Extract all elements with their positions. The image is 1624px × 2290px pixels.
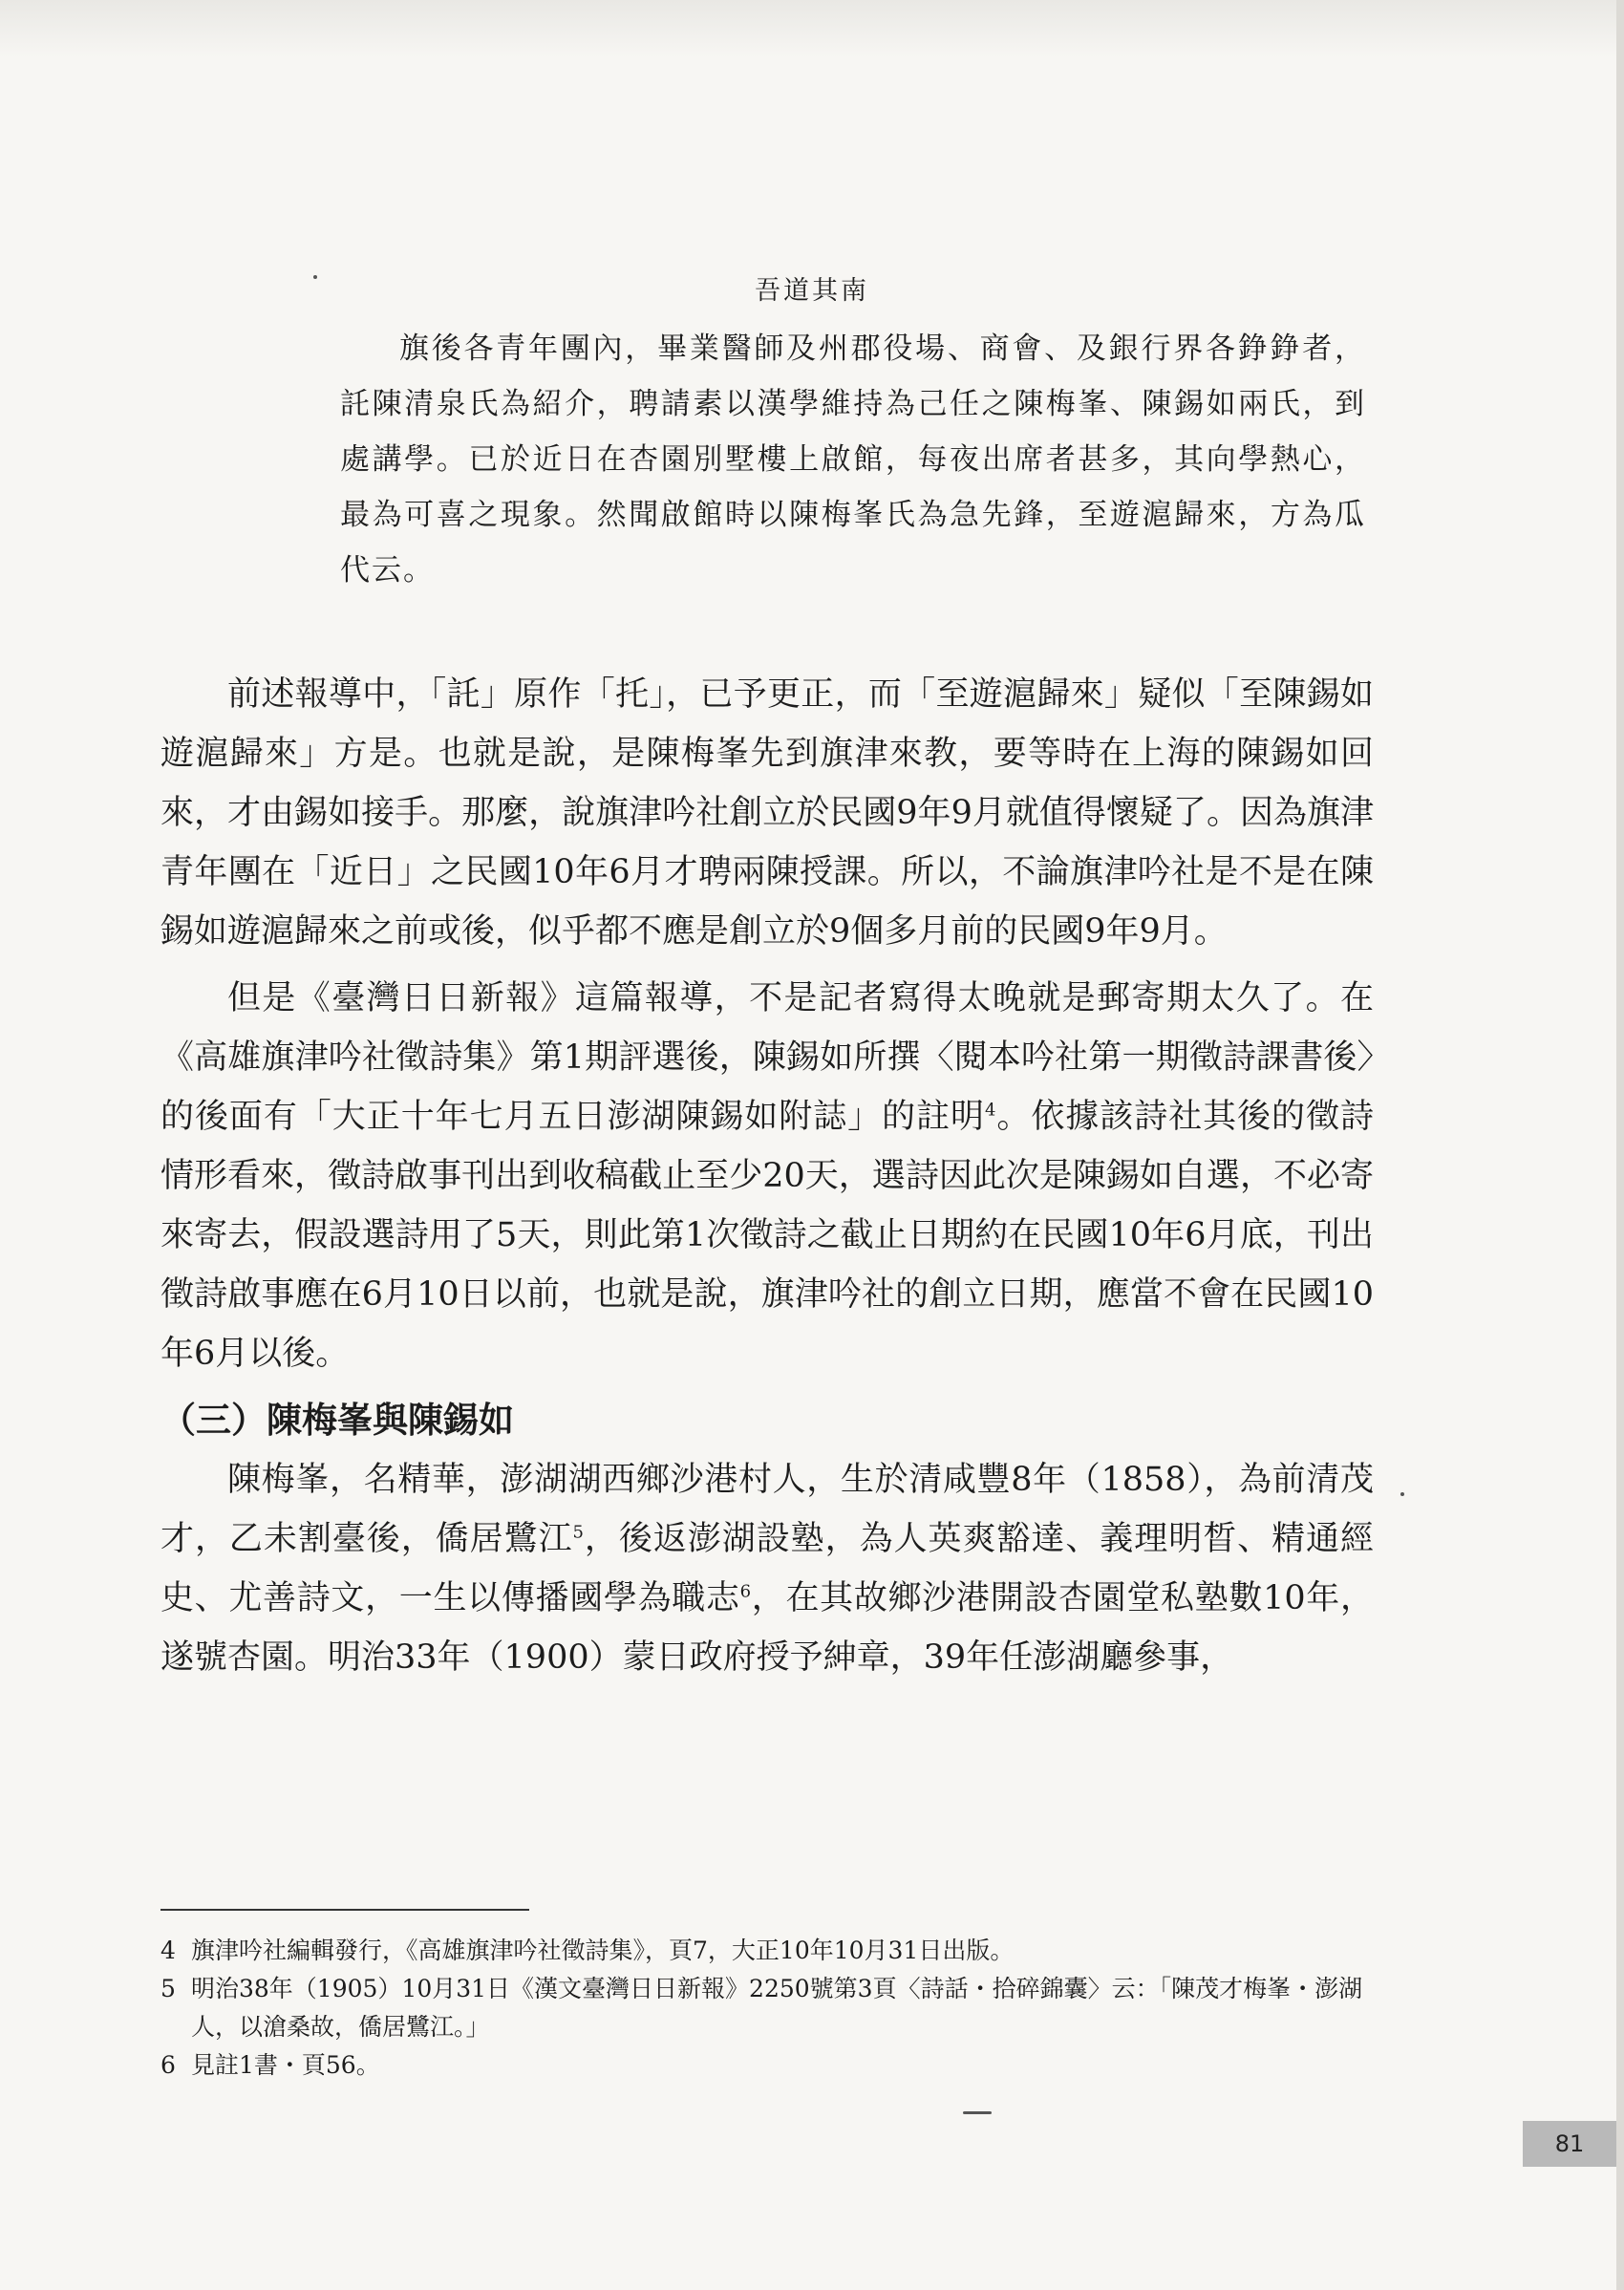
paragraph-3-text-c: ，在其故鄉沙港開設杏園堂私塾數10年，遂號杏園。明治33年（1900）蒙日政府授予紳章，39年任澎湖廳參事，	[160, 1579, 1374, 1677]
body-paragraph-2	[160, 969, 1374, 1383]
footnote-number: 5	[160, 1975, 176, 2002]
paragraph-2-text-b: 。依據該詩社其後的徵詩情形看來，徵詩啟事刊出到收稿截止至少20天，選詩因此次是陳錫如自選，不必寄來寄去，假設選詩用了5天，則此第1次徵詩之截止日期約在民國10年6月底，刊出徵詩啟事應在6月10日以前，也就是說，旗津吟社的創立日期，應當不會在民國10年6月以後。	[160, 1098, 1374, 1373]
quoted-paragraph: 旗後各青年團內，畢業醫師及州郡役場、商會、及銀行界各錚錚者，託陳清泉氏為紹介，聘請素以漢學維持為己任之陳梅峯、陳錫如兩氏，到處講學。已於近日在杏園別墅樓上啟館，每夜出席者甚多，其向學熱心，最為可喜之現象。然聞啟館時以陳梅峯氏為急先鋒，至遊滬歸來，方為瓜代云。	[340, 332, 1366, 588]
footnote-text: 見註1書・頁56。	[191, 2051, 380, 2079]
paragraph-2-text-a: 但是《臺灣日日新報》這篇報導，不是記者寫得太晚就是郵寄期太久了。在《高雄旗津吟社徵詩集》第1期評選後，陳錫如所撰〈閱本吟社第一期徵詩課書後〉的後面有「大正十年七月五日澎湖陳錫如附誌」的註明	[160, 979, 1374, 1136]
footnotes	[160, 1932, 1374, 2085]
footnote-text: 明治38年（1905）10月31日《漢文臺灣日日新報》2250號第3頁〈詩話・拾碎錦囊〉云：「陳茂才梅峯・澎湖人，以滄桑故，僑居鷺江。」	[191, 1975, 1363, 2041]
quoted-article	[340, 321, 1366, 598]
quote-title: 吾道其南	[755, 276, 869, 306]
body-paragraph-1: 前述報導中，「託」原作「托」，已予更正，而「至遊滬歸來」疑似「至陳錫如遊滬歸來」方是。也就是說，是陳梅峯先到旗津來教，要等時在上海的陳錫如回來，才由錫如接手。那麼，說旗津吟社創立於民國9年9月就值得懷疑了。因為旗津青年團在「近日」之民國10年6月才聘兩陳授課。所以，不論旗津吟社是不是在陳錫如遊滬歸來之前或後，似乎都不應是創立於9個多月前的民國9年9月。	[160, 675, 1374, 951]
scan-speck	[313, 275, 317, 279]
footnote-divider	[160, 1909, 529, 1911]
footnote-ref-5[interactable]: 5	[572, 1522, 584, 1543]
page-number: 81	[1523, 2121, 1616, 2167]
paragraph-3-text-b: ，後返澎湖設塾，為人英爽豁達、義理明晳、精通經史、尤善詩文，一生以傳播國學為職志	[160, 1520, 1374, 1617]
scan-top-shadow	[0, 0, 1624, 57]
footnote-6	[160, 2046, 1374, 2085]
paragraph-3-text-a: 陳梅峯，名精華，澎湖湖西鄉沙港村人，生於清咸豐8年（1858），為前清茂才，乙未割臺後，僑居鷺江	[160, 1461, 1374, 1558]
footnote-5	[160, 1970, 1374, 2046]
section-heading: （三）陳梅峯與陳錫如	[160, 1400, 514, 1441]
scan-speck	[963, 2111, 992, 2114]
body-paragraph-3	[160, 1450, 1374, 1687]
footnote-number: 4	[160, 1937, 176, 1964]
scan-speck	[1400, 1492, 1404, 1496]
footnote-ref-4[interactable]: 4	[984, 1100, 996, 1121]
footnote-number: 6	[160, 2051, 176, 2079]
footnote-4	[160, 1932, 1374, 1970]
main-text	[160, 665, 1374, 1695]
footnote-ref-6[interactable]: 6	[739, 1581, 752, 1602]
footnote-text: 旗津吟社編輯發行，《高雄旗津吟社徵詩集》，頁7，大正10年10月31日出版。	[191, 1937, 1015, 1964]
scan-right-edge	[1616, 0, 1624, 2290]
